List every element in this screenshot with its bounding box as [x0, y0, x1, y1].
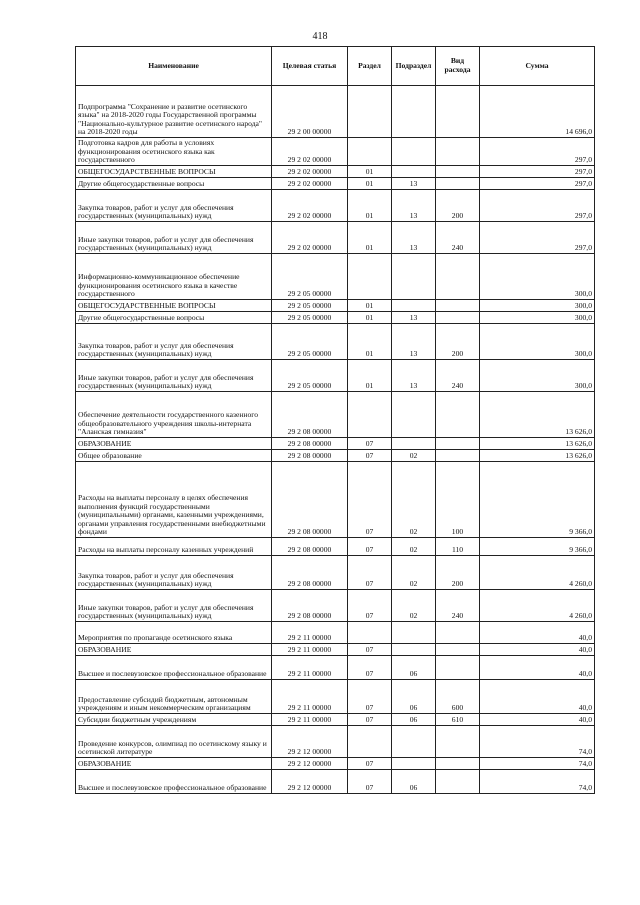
cell-type: 600: [436, 680, 480, 714]
table-row: [76, 392, 595, 438]
cell-section: 01: [348, 190, 392, 222]
cell-code: 29 2 12 00000: [272, 726, 348, 758]
cell-name: Подготовка кадров для работы в условиях функционирования осетинского языка как государственного: [76, 138, 272, 166]
cell-subsection: 13: [392, 222, 436, 254]
table-row: [76, 300, 595, 312]
cell-subsection: 02: [392, 538, 436, 556]
cell-code: 29 2 11 00000: [272, 714, 348, 726]
cell-section: 01: [348, 312, 392, 324]
cell-subsection: 13: [392, 312, 436, 324]
cell-name: ОБРАЗОВАНИЕ: [76, 644, 272, 656]
table-row: [76, 360, 595, 392]
cell-section: [348, 726, 392, 758]
cell-name: Предоставление субсидий бюджетным, автономным учреждениям и иным некоммерческим организациям: [76, 680, 272, 714]
table-row: [76, 254, 595, 300]
table-header: [76, 47, 595, 86]
cell-subsection: [392, 254, 436, 300]
cell-type: [436, 450, 480, 462]
cell-sum: 300,0: [480, 312, 595, 324]
header-type: Вид расхода: [436, 47, 480, 86]
cell-type: [436, 300, 480, 312]
cell-sum: 13 626,0: [480, 438, 595, 450]
cell-type: [436, 178, 480, 190]
cell-type: [436, 656, 480, 680]
cell-sum: 74,0: [480, 726, 595, 758]
table-row: [76, 556, 595, 590]
cell-sum: 4 260,0: [480, 590, 595, 622]
cell-subsection: [392, 300, 436, 312]
cell-subsection: 02: [392, 450, 436, 462]
cell-code: 29 2 02 00000: [272, 222, 348, 254]
cell-subsection: 06: [392, 680, 436, 714]
cell-type: [436, 438, 480, 450]
cell-type: [436, 726, 480, 758]
cell-subsection: 06: [392, 714, 436, 726]
cell-sum: 14 696,0: [480, 86, 595, 138]
cell-name: Информационно-коммуникационное обеспечение функционирования осетинского языка в качестве государственного: [76, 254, 272, 300]
table-row: [76, 190, 595, 222]
cell-code: 29 2 00 00000: [272, 86, 348, 138]
cell-section: 07: [348, 656, 392, 680]
cell-code: 29 2 02 00000: [272, 138, 348, 166]
cell-name: Иные закупки товаров, работ и услуг для обеспечения государственных (муниципальных) нужд: [76, 590, 272, 622]
cell-sum: 13 626,0: [480, 392, 595, 438]
cell-sum: 40,0: [480, 622, 595, 644]
cell-section: 07: [348, 556, 392, 590]
cell-type: 100: [436, 462, 480, 538]
cell-subsection: [392, 758, 436, 770]
table-row: [76, 166, 595, 178]
table-row: [76, 726, 595, 758]
cell-sum: 300,0: [480, 254, 595, 300]
cell-type: [436, 166, 480, 178]
cell-section: 01: [348, 324, 392, 360]
table-row: [76, 450, 595, 462]
cell-type: [436, 312, 480, 324]
cell-section: 07: [348, 644, 392, 656]
cell-section: 07: [348, 538, 392, 556]
cell-name: Проведение конкурсов, олимпиад по осетинскому языку и осетинской литературе: [76, 726, 272, 758]
cell-subsection: 13: [392, 324, 436, 360]
cell-section: 01: [348, 300, 392, 312]
cell-sum: 40,0: [480, 656, 595, 680]
table-row: [76, 622, 595, 644]
table-row: [76, 312, 595, 324]
cell-code: 29 2 02 00000: [272, 166, 348, 178]
page-number: 418: [312, 31, 328, 42]
cell-subsection: [392, 86, 436, 138]
cell-section: 07: [348, 590, 392, 622]
cell-name: Обеспечение деятельности государственного казенного общеобразовательного учреждения школы-интерната "Аланская гимназия": [76, 392, 272, 438]
cell-code: 29 2 05 00000: [272, 360, 348, 392]
cell-type: [436, 86, 480, 138]
cell-sum: 297,0: [480, 222, 595, 254]
cell-code: 29 2 02 00000: [272, 178, 348, 190]
cell-code: 29 2 11 00000: [272, 622, 348, 644]
cell-name: Субсидии бюджетным учреждениям: [76, 714, 272, 726]
header-section: Раздел: [348, 47, 392, 86]
cell-subsection: [392, 622, 436, 644]
header-sum: Сумма: [480, 47, 595, 86]
cell-type: [436, 254, 480, 300]
cell-sum: 297,0: [480, 166, 595, 178]
cell-code: 29 2 05 00000: [272, 300, 348, 312]
cell-code: 29 2 08 00000: [272, 392, 348, 438]
cell-type: [436, 644, 480, 656]
cell-code: 29 2 11 00000: [272, 644, 348, 656]
cell-subsection: 13: [392, 190, 436, 222]
cell-section: [348, 254, 392, 300]
cell-section: [348, 86, 392, 138]
cell-subsection: 13: [392, 178, 436, 190]
cell-sum: 300,0: [480, 300, 595, 312]
cell-subsection: 02: [392, 590, 436, 622]
cell-code: 29 2 05 00000: [272, 324, 348, 360]
cell-section: 07: [348, 462, 392, 538]
cell-type: 240: [436, 360, 480, 392]
cell-sum: 300,0: [480, 324, 595, 360]
cell-name: Мероприятия по пропаганде осетинского языка: [76, 622, 272, 644]
cell-section: 07: [348, 450, 392, 462]
cell-sum: 74,0: [480, 770, 595, 794]
table-row: [76, 714, 595, 726]
cell-name: Иные закупки товаров, работ и услуг для обеспечения государственных (муниципальных) нужд: [76, 222, 272, 254]
header-name: Наименование: [76, 47, 272, 86]
cell-section: 07: [348, 770, 392, 794]
cell-name: ОБЩЕГОСУДАРСТВЕННЫЕ ВОПРОСЫ: [76, 166, 272, 178]
cell-code: 29 2 08 00000: [272, 462, 348, 538]
cell-section: 07: [348, 438, 392, 450]
cell-subsection: 02: [392, 556, 436, 590]
cell-subsection: [392, 166, 436, 178]
cell-name: ОБЩЕГОСУДАРСТВЕННЫЕ ВОПРОСЫ: [76, 300, 272, 312]
cell-code: 29 2 12 00000: [272, 770, 348, 794]
cell-section: 07: [348, 758, 392, 770]
cell-type: 200: [436, 324, 480, 360]
cell-sum: 9 366,0: [480, 462, 595, 538]
cell-sum: 297,0: [480, 138, 595, 166]
table-row: [76, 644, 595, 656]
cell-code: 29 2 08 00000: [272, 590, 348, 622]
header-subsection: Подраздел: [392, 47, 436, 86]
table-row: [76, 590, 595, 622]
cell-sum: 40,0: [480, 714, 595, 726]
cell-code: 29 2 05 00000: [272, 254, 348, 300]
cell-name: Закупка товаров, работ и услуг для обеспечения государственных (муниципальных) нужд: [76, 190, 272, 222]
table-row: [76, 656, 595, 680]
cell-sum: 300,0: [480, 360, 595, 392]
cell-code: 29 2 05 00000: [272, 312, 348, 324]
cell-sum: 74,0: [480, 758, 595, 770]
cell-section: [348, 138, 392, 166]
cell-name: Подпрограмма "Сохранение и развитие осетинского языка" на 2018-2020 годы Государственной программы "Национально-культурное развитие осетинского народа" на 2018-2020 годы: [76, 86, 272, 138]
cell-sum: 4 260,0: [480, 556, 595, 590]
cell-sum: 13 626,0: [480, 450, 595, 462]
cell-subsection: [392, 644, 436, 656]
cell-type: [436, 622, 480, 644]
cell-code: 29 2 08 00000: [272, 538, 348, 556]
cell-name: ОБРАЗОВАНИЕ: [76, 438, 272, 450]
cell-type: [436, 770, 480, 794]
table-row: [76, 178, 595, 190]
table-row: [76, 680, 595, 714]
table-row: [76, 438, 595, 450]
cell-section: [348, 622, 392, 644]
cell-subsection: 06: [392, 770, 436, 794]
cell-section: 01: [348, 166, 392, 178]
cell-section: [348, 392, 392, 438]
cell-sum: 297,0: [480, 178, 595, 190]
cell-code: 29 2 08 00000: [272, 450, 348, 462]
cell-type: [436, 392, 480, 438]
cell-code: 29 2 11 00000: [272, 680, 348, 714]
table-row: [76, 324, 595, 360]
table-row: [76, 138, 595, 166]
cell-name: Высшее и послевузовское профессиональное образование: [76, 656, 272, 680]
cell-type: [436, 758, 480, 770]
cell-sum: 9 366,0: [480, 538, 595, 556]
cell-code: 29 2 11 00000: [272, 656, 348, 680]
cell-type: 200: [436, 190, 480, 222]
cell-subsection: [392, 726, 436, 758]
cell-type: 240: [436, 222, 480, 254]
table-row: [76, 222, 595, 254]
cell-section: 01: [348, 178, 392, 190]
budget-table: [75, 46, 595, 794]
cell-section: 01: [348, 222, 392, 254]
table-body: [76, 86, 595, 794]
cell-name: Высшее и послевузовское профессиональное образование: [76, 770, 272, 794]
cell-code: 29 2 08 00000: [272, 556, 348, 590]
cell-subsection: 02: [392, 462, 436, 538]
cell-code: 29 2 12 00000: [272, 758, 348, 770]
cell-code: 29 2 02 00000: [272, 190, 348, 222]
cell-name: Иные закупки товаров, работ и услуг для обеспечения государственных (муниципальных) нужд: [76, 360, 272, 392]
cell-section: 01: [348, 360, 392, 392]
cell-section: 07: [348, 680, 392, 714]
cell-section: 07: [348, 714, 392, 726]
cell-type: 240: [436, 590, 480, 622]
cell-subsection: 13: [392, 360, 436, 392]
table-row: [76, 770, 595, 794]
cell-code: 29 2 08 00000: [272, 438, 348, 450]
cell-subsection: [392, 392, 436, 438]
table-row: [76, 538, 595, 556]
header-code: Целевая статья: [272, 47, 348, 86]
table-row: [76, 462, 595, 538]
cell-name: Закупка товаров, работ и услуг для обеспечения государственных (муниципальных) нужд: [76, 324, 272, 360]
cell-type: [436, 138, 480, 166]
cell-type: 110: [436, 538, 480, 556]
cell-name: Другие общегосударственные вопросы: [76, 178, 272, 190]
cell-subsection: [392, 138, 436, 166]
cell-name: Расходы на выплаты персоналу в целях обеспечения выполнения функций государственными (муниципальными) органами, казенными учреждениями, органами управления государственными внебюджетными фондами: [76, 462, 272, 538]
header-row: [76, 47, 595, 86]
cell-subsection: 06: [392, 656, 436, 680]
table-row: [76, 758, 595, 770]
cell-type: 610: [436, 714, 480, 726]
cell-subsection: [392, 438, 436, 450]
cell-sum: 40,0: [480, 644, 595, 656]
cell-sum: 40,0: [480, 680, 595, 714]
cell-name: ОБРАЗОВАНИЕ: [76, 758, 272, 770]
cell-name: Расходы на выплаты персоналу казенных учреждений: [76, 538, 272, 556]
cell-name: Закупка товаров, работ и услуг для обеспечения государственных (муниципальных) нужд: [76, 556, 272, 590]
table-row: [76, 86, 595, 138]
cell-type: 200: [436, 556, 480, 590]
cell-name: Другие общегосударственные вопросы: [76, 312, 272, 324]
cell-sum: 297,0: [480, 190, 595, 222]
cell-name: Общее образование: [76, 450, 272, 462]
